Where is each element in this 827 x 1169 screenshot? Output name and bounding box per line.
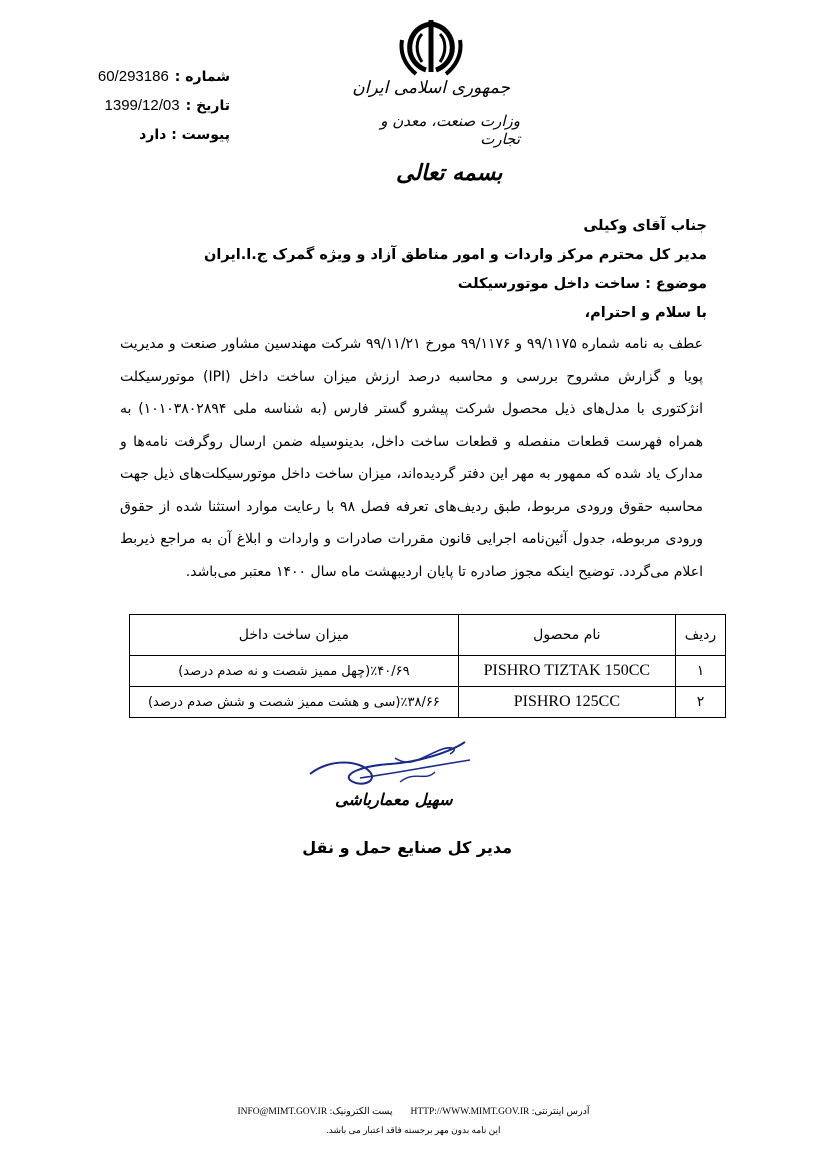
iran-emblem-icon	[398, 16, 464, 78]
letter-number	[60, 62, 230, 91]
basmala: بسمه تعالی	[396, 160, 503, 186]
product-name: PISHRO TIZTAK 150CC	[458, 656, 675, 687]
letter-header	[147, 212, 707, 328]
table-header-row	[130, 615, 726, 656]
letter-date-value: 1399/12/03	[104, 97, 180, 114]
letter-number-value: 60/293186	[97, 68, 169, 85]
subject: موضوع : ساخت داخل موتورسیکلت	[457, 276, 707, 292]
footer-contacts	[0, 1106, 827, 1117]
footer-email-label: پست الکترونیک:	[329, 1107, 393, 1117]
footer-website-label: آدرس اینترنتی:	[531, 1107, 590, 1117]
footer-website	[411, 1106, 590, 1117]
recipient-title: مدیر کل محترم مرکز واردات و امور مناطق آزاد و ویژه گمرک ج.ا.ایران	[203, 247, 707, 263]
letter-date-label: تاریخ :	[185, 97, 230, 114]
country-name: جمهوری اسلامی ایران	[352, 78, 510, 98]
footer-email	[238, 1106, 393, 1117]
letter-attachment-value: دارد	[139, 126, 167, 143]
greeting: با سلام و احترام،	[584, 305, 707, 321]
letter-attachment-label: پیوست : دارد	[139, 126, 230, 143]
header-local-rate: میزان ساخت داخل	[130, 615, 459, 656]
row-number: ۲	[675, 687, 725, 718]
local-rate: ٪۴۰/۶۹(چهل ممیز شصت و نه صدم درصد)	[130, 656, 459, 687]
letter-attachment	[60, 120, 230, 149]
letter-body: عطف به نامه شماره ۹۹/۱۱۷۵ و ۹۹/۱۱۷۶ مورخ ۹۹/۱۱/۲۱ شرکت مهندسین مشاور صنعت و مدیریت پویا و گزارش مشروح بررسی و محاسبه درصد ارزش میزان ساخت داخل (IPI) موتورسیکلت انژکتوری با مدل‌های ذیل محصول شرکت پیشرو گستر فارس (به شناسه ملی ۱۰۱۰۳۸۰۲۸۹۴) به همراه فهرست قطعات منفصله و قطعات ساخت داخل، بدینوسیله ضمن ارسال روگرفت نامه‌ها و مدارک یاد شده که ممهور به مهر این دفتر گردیده‌اند، میزان ساخت داخل موتورسیکلت‌های ذیل جهت محاسبه حقوق ورودی مربوط، طبق ردیف‌های تعرفه فصل ۹۸ با رعایت موارد استثنا شده از حقوق ورودی مربوطه، جدول آئین‌نامه اجرایی قانون مقررات صادرات و واردات و ابلاغ آن به مراجع ذیربط اعلام می‌گردد. توضیح اینکه مجوز صادره تا پایان اردیبهشت ماه سال ۱۴۰۰ معتبر می‌باشد.	[120, 336, 704, 580]
footer-email-value[interactable]: INFO@MIMT.GOV.IR	[237, 1107, 328, 1117]
footer-note: این نامه بدون مهر برجسته فاقد اعتبار می باشد.	[326, 1125, 501, 1135]
recipient: جناب آقای وکیلی	[583, 218, 707, 234]
table-row	[130, 656, 726, 687]
letter-date	[60, 91, 230, 120]
product-table	[129, 614, 726, 718]
letter-meta	[60, 62, 230, 149]
footer-website-value[interactable]: HTTP://WWW.MIMT.GOV.IR	[410, 1107, 530, 1117]
signer-name: سهیل معمارباشی	[335, 790, 453, 809]
ministry-name: وزارت صنعت، معدن و تجارت	[380, 112, 520, 148]
local-rate: ٪۳۸/۶۶(سی و هشت ممیز شصت و شش صدم درصد)	[130, 687, 459, 718]
letterhead	[340, 78, 520, 148]
table-row	[130, 687, 726, 718]
signer-title: مدیر کل صنایع حمل و نقل	[302, 838, 512, 857]
row-number: ۱	[675, 656, 725, 687]
letter-footer	[0, 1106, 827, 1136]
product-name: PISHRO 125CC	[458, 687, 675, 718]
letter-number-label: شماره :	[174, 68, 230, 85]
header-product-name: نام محصول	[458, 615, 675, 656]
header-row-number: ردیف	[675, 615, 725, 656]
